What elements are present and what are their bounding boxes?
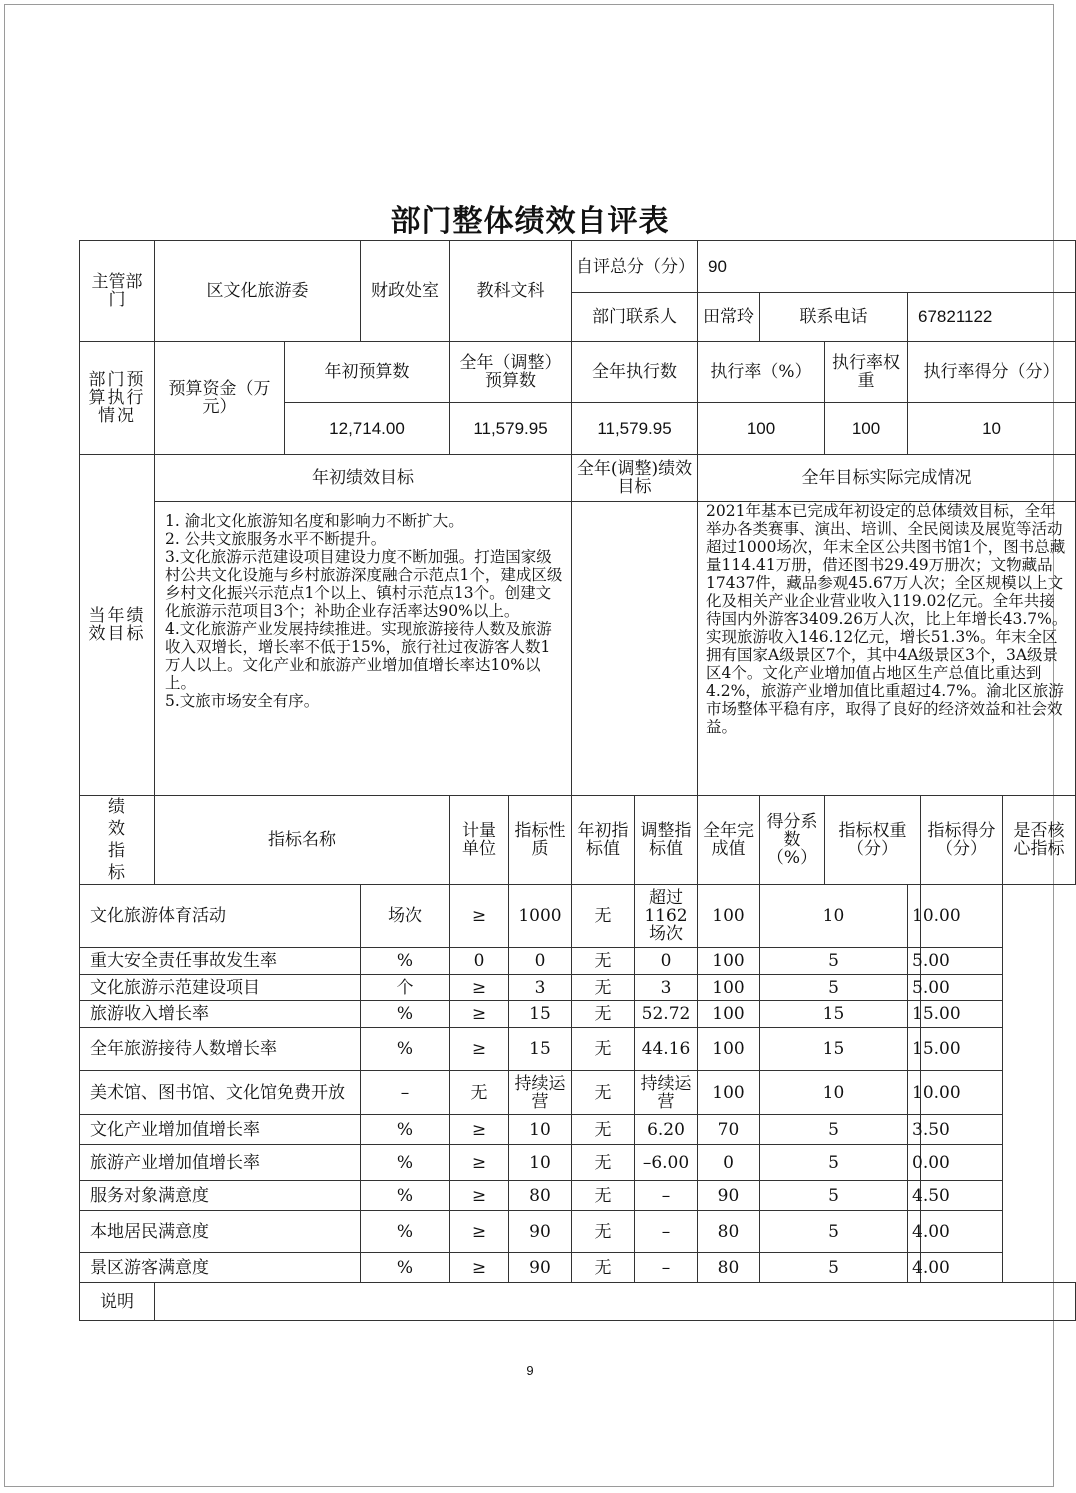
indicator-cell: – <box>635 1211 698 1253</box>
indicator-header: 指标名称 <box>155 796 450 885</box>
table-row <box>80 1145 1076 1181</box>
notes-label: 说明 <box>80 1283 155 1321</box>
budget-header: 执行率（%） <box>698 342 825 403</box>
indicator-cell: 无 <box>572 1181 635 1211</box>
indicator-rows <box>80 885 1076 1283</box>
table-row <box>80 1115 1076 1145</box>
indicator-cell: 52.72 <box>635 1001 698 1028</box>
indicator-cell: 无 <box>572 948 635 975</box>
performance-table <box>79 240 1076 1321</box>
score-label: 自评总分（分） <box>572 241 698 293</box>
goals-adjusted-text <box>572 502 698 796</box>
finance-value: 教科文科 <box>450 241 572 342</box>
indicator-cell: 5 <box>760 975 908 1001</box>
indicator-cell: 5 <box>760 1181 908 1211</box>
table-row <box>80 1001 1076 1028</box>
table-row <box>80 1071 1076 1115</box>
goals-actual-text: 2021年基本已完成年初设定的总体绩效目标，全年举办各类赛事、演出、培训、全民阅读及展览等活动超过1000场次，年末全区公共图书馆1个，图书总藏量114.41万册，借还图书29.49万册次；文物藏品17437件，藏品参观45.67万人次；全区规模以上文化及相关产业企业营业收入119.02亿元。全年共接待国内外游客3409.26万人次，比上年增长43.7%。实现旅游收入146.12亿元，增长51.3%。年末全区拥有国家A级景区7个，其中4A级景区3个，3A级景区4个。文化产业增加值占地区生产总值比重达到4.2%，旅游产业增加值比重超过4.7%。渝北区旅游市场整体平稳有序，取得了良好的经济效益和社会效益。 <box>698 502 1076 796</box>
table-row <box>80 975 1076 1001</box>
indicator-cell: 10.00 <box>908 885 921 948</box>
indicator-cell: 10 <box>760 1071 908 1115</box>
indicator-cell: 100 <box>698 1028 760 1071</box>
indicator-header: 调整指标值 <box>635 796 698 885</box>
indicator-cell: 4.00 <box>908 1211 921 1253</box>
indicator-cell: ≥ <box>450 1001 509 1028</box>
page-number: 9 <box>526 1363 534 1378</box>
indicator-cell: 无 <box>572 1145 635 1181</box>
indicator-cell: 重大安全责任事故发生率 <box>80 948 361 975</box>
indicator-cell: % <box>361 1211 450 1253</box>
page-title: 部门整体绩效自评表 <box>390 204 670 239</box>
indicator-header: 是否核心指标 <box>1003 796 1076 885</box>
indicator-cell: 90 <box>509 1211 572 1253</box>
indicator-cell: 44.16 <box>635 1028 698 1071</box>
indicator-cell: 3.50 <box>908 1115 921 1145</box>
budget-header: 执行率得分（分） <box>908 342 1076 403</box>
budget-row-label: 预算资金（万元） <box>155 342 285 455</box>
indicator-cell: % <box>361 1115 450 1145</box>
indicator-cell: 0 <box>509 948 572 975</box>
goals-actual-header: 全年目标实际完成情况 <box>698 455 1076 502</box>
indicator-cell: 0 <box>450 948 509 975</box>
indicator-cell: 无 <box>572 1211 635 1253</box>
indicator-cell: 100 <box>698 948 760 975</box>
indicator-cell: ≥ <box>450 1115 509 1145</box>
budget-section-label: 部门预算执行情况 <box>80 342 155 455</box>
indicator-cell: 100 <box>698 1071 760 1115</box>
budget-header: 执行率权重 <box>825 342 908 403</box>
indicator-header: 全年完成值 <box>698 796 760 885</box>
score-value: 90 <box>698 241 1076 293</box>
indicator-cell: 服务对象满意度 <box>80 1181 361 1211</box>
budget-value: 100 <box>698 403 825 455</box>
budget-value: 10 <box>908 403 1076 455</box>
indicator-cell: 90 <box>509 1253 572 1283</box>
indicator-cell: ≥ <box>450 1253 509 1283</box>
goals-initial-header: 年初绩效目标 <box>155 455 572 502</box>
indicator-cell: 0.00 <box>908 1145 921 1181</box>
indicator-cell: 4.00 <box>908 1253 921 1283</box>
indicator-cell: 超过1162场次 <box>635 885 698 948</box>
indicator-cell: ≥ <box>450 1145 509 1181</box>
contact-label: 部门联系人 <box>572 293 698 342</box>
indicator-cell: 100 <box>698 885 760 948</box>
indicator-cell: 80 <box>698 1253 760 1283</box>
indicator-header: 指标得分（分） <box>921 796 1003 885</box>
indicator-cell: 100 <box>698 1001 760 1028</box>
indicator-cell: 5.00 <box>908 948 921 975</box>
indicator-cell: 15 <box>509 1028 572 1071</box>
indicator-cell: 无 <box>572 1028 635 1071</box>
contact-value: 田常玲 <box>698 293 760 342</box>
indicator-cell: ≥ <box>450 1181 509 1211</box>
indicator-cell: 5 <box>760 1145 908 1181</box>
indicator-cell: 10.00 <box>908 1071 921 1115</box>
indicator-cell: 15.00 <box>908 1001 921 1028</box>
goals-adjusted-header: 全年(调整)绩效目标 <box>572 455 698 502</box>
phone-value: 67821122 <box>908 293 1076 342</box>
indicator-cell: 10 <box>509 1115 572 1145</box>
indicator-cell: 无 <box>572 1115 635 1145</box>
indicator-cell: % <box>361 1028 450 1071</box>
table-row <box>80 1181 1076 1211</box>
indicators-section-text: 绩效指标 <box>108 797 127 883</box>
indicator-cell: ≥ <box>450 1211 509 1253</box>
indicator-header: 得分系数（%） <box>760 796 825 885</box>
indicator-cell: 文化产业增加值增长率 <box>80 1115 361 1145</box>
indicator-cell: % <box>361 948 450 975</box>
table-row <box>80 1253 1076 1283</box>
indicator-cell: 15 <box>760 1001 908 1028</box>
table-row <box>80 1211 1076 1253</box>
indicator-cell: 80 <box>509 1181 572 1211</box>
indicator-cell: 10 <box>760 885 908 948</box>
indicator-cell: – <box>635 1253 698 1283</box>
dept-label: 主管部门 <box>80 241 155 342</box>
indicator-cell: 个 <box>361 975 450 1001</box>
indicator-cell: 0 <box>698 1145 760 1181</box>
indicator-cell: 3 <box>635 975 698 1001</box>
indicator-cell: 无 <box>572 885 635 948</box>
indicator-cell: 15 <box>760 1028 908 1071</box>
budget-value: 12,714.00 <box>285 403 450 455</box>
table-row <box>80 885 1076 948</box>
indicator-cell: 无 <box>572 1001 635 1028</box>
indicator-header: 指标性质 <box>509 796 572 885</box>
indicator-cell: 3 <box>509 975 572 1001</box>
indicator-cell: ≥ <box>450 975 509 1001</box>
indicator-cell: 5 <box>760 1115 908 1145</box>
goals-section-label: 当年绩效目标 <box>80 455 155 796</box>
indicator-cell: 无 <box>572 1253 635 1283</box>
indicator-cell: 5.00 <box>908 975 921 1001</box>
indicator-cell: 场次 <box>361 885 450 948</box>
indicator-cell: –6.00 <box>635 1145 698 1181</box>
indicator-cell: 80 <box>698 1211 760 1253</box>
indicator-cell: 90 <box>698 1181 760 1211</box>
indicator-cell: % <box>361 1145 450 1181</box>
indicator-cell: % <box>361 1181 450 1211</box>
budget-value: 11,579.95 <box>450 403 572 455</box>
indicator-cell: 旅游产业增加值增长率 <box>80 1145 361 1181</box>
indicator-cell: 无 <box>572 1071 635 1115</box>
indicator-cell: 全年旅游接待人数增长率 <box>80 1028 361 1071</box>
indicator-cell: 10 <box>509 1145 572 1181</box>
finance-label: 财政处室 <box>361 241 450 342</box>
budget-value: 100 <box>825 403 908 455</box>
indicator-header: 年初指标值 <box>572 796 635 885</box>
indicator-cell: 15 <box>509 1001 572 1028</box>
indicator-cell: 0 <box>635 948 698 975</box>
budget-header: 全年（调整）预算数 <box>450 342 572 403</box>
indicator-cell: 15.00 <box>908 1028 921 1071</box>
table-row <box>80 948 1076 975</box>
indicator-cell: 持续运营 <box>635 1071 698 1115</box>
indicator-cell: 100 <box>698 975 760 1001</box>
indicator-cell: 本地居民满意度 <box>80 1211 361 1253</box>
indicator-cell: 4.50 <box>908 1181 921 1211</box>
indicator-cell: % <box>361 1001 450 1028</box>
budget-header: 年初预算数 <box>285 342 450 403</box>
indicator-cell: 5 <box>760 1253 908 1283</box>
budget-header: 全年执行数 <box>572 342 698 403</box>
indicator-header: 计量单位 <box>450 796 509 885</box>
indicator-cell: % <box>361 1253 450 1283</box>
indicator-cell: 1000 <box>509 885 572 948</box>
indicator-cell: 持续运营 <box>509 1071 572 1115</box>
indicator-cell: 美术馆、图书馆、文化馆免费开放 <box>80 1071 361 1115</box>
indicator-cell: ≥ <box>450 885 509 948</box>
indicators-section-label <box>80 796 155 885</box>
table-row <box>80 1028 1076 1071</box>
indicator-cell: 文化旅游体育活动 <box>80 885 361 948</box>
indicator-cell: – <box>635 1181 698 1211</box>
indicator-cell: 5 <box>760 948 908 975</box>
indicator-cell: 文化旅游示范建设项目 <box>80 975 361 1001</box>
phone-label: 联系电话 <box>760 293 908 342</box>
notes-value <box>155 1283 1076 1321</box>
indicator-cell: – <box>361 1071 450 1115</box>
indicator-cell: 无 <box>450 1071 509 1115</box>
indicator-cell: ≥ <box>450 1028 509 1071</box>
indicator-header: 指标权重（分） <box>825 796 921 885</box>
dept-value: 区文化旅游委 <box>155 241 361 342</box>
indicator-cell: 6.20 <box>635 1115 698 1145</box>
indicator-cell: 70 <box>698 1115 760 1145</box>
indicator-cell: 5 <box>760 1211 908 1253</box>
indicator-cell: 景区游客满意度 <box>80 1253 361 1283</box>
indicator-cell: 旅游收入增长率 <box>80 1001 361 1028</box>
indicator-cell: 无 <box>572 975 635 1001</box>
budget-value: 11,579.95 <box>572 403 698 455</box>
goals-initial-text: 1. 渝北文化旅游知名度和影响力不断扩大。 2. 公共文旅服务水平不断提升。 3.文化旅游示范建设项目建设力度不断加强。打造国家级村公共文化设施与乡村旅游深度融合示范点1个，建成区级乡村文化振兴示范点1个以上、镇村示范点13个。创建文化旅游示范项目3个；补助企业存活率达90%以上。 4.文化旅游产业发展持续推进。实现旅游接待人数及旅游收入双增长，增长率不低于15%，旅行社过夜游客人数1万人以上。文化产业和旅游产业增加值增长率达10%以上。 5.文旅市场安全有序。 <box>155 502 572 796</box>
